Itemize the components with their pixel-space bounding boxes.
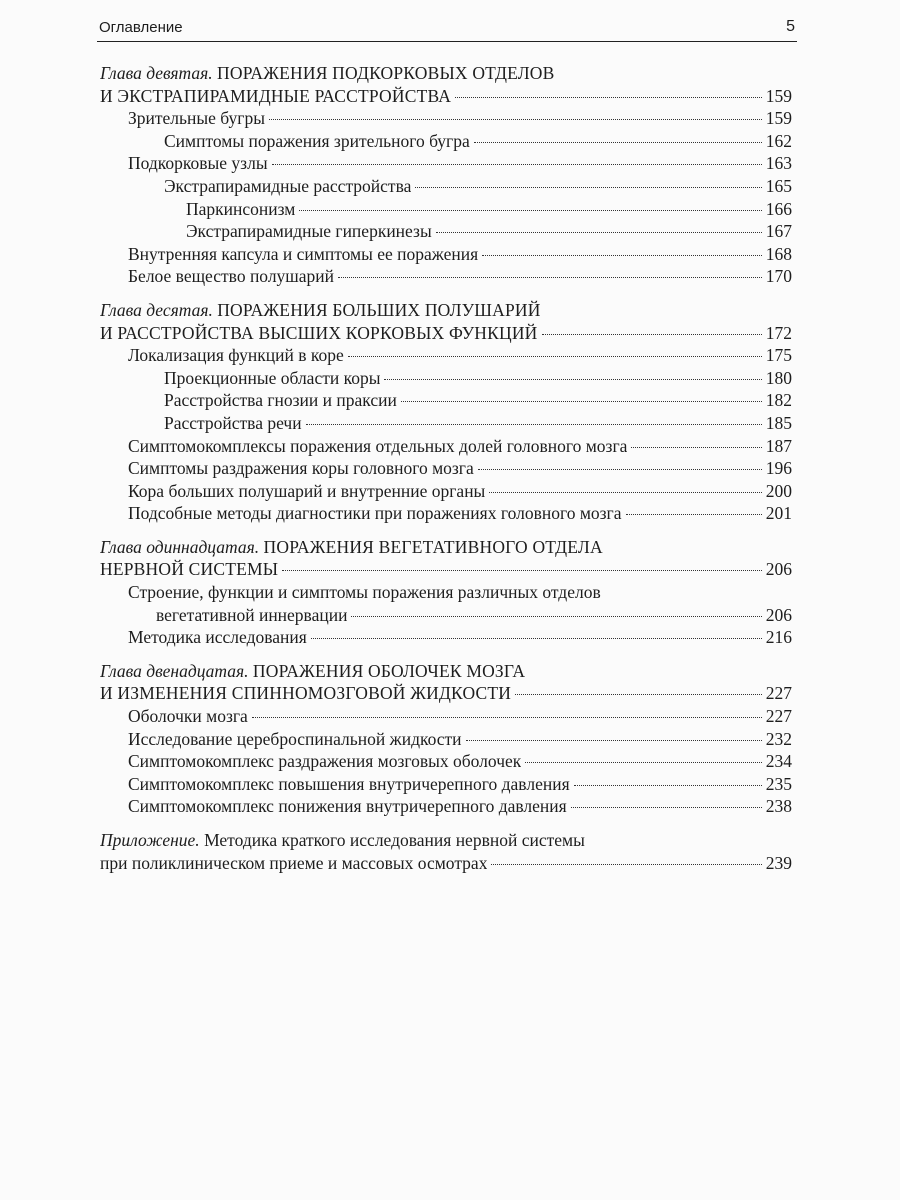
page-ref: 166 [765,198,792,219]
page-ref: 159 [765,85,792,106]
toc-entry[interactable] [100,457,792,480]
page-ref: 206 [765,559,792,580]
page-ref: 234 [765,751,792,772]
entry-text: Белое вещество полушарий [128,266,335,287]
page-ref: 232 [765,728,792,749]
leader-dots [311,638,762,639]
toc-entry[interactable] [100,389,792,412]
appendix-title-cont: при поликлиническом приеме и массовых осмотрах [100,852,488,873]
page-ref: 238 [765,796,792,817]
toc-entry[interactable] [100,175,792,198]
chapter-12 [100,660,792,818]
leader-dots [436,232,762,233]
appendix-heading-line[interactable] [100,829,792,852]
leader-dots [272,164,762,165]
leader-dots [306,424,762,425]
page-ref: 170 [765,266,792,287]
chapter-title-cont: И ЭКСТРАПИРАМИДНЫЕ РАССТРОЙСТВА [100,85,452,106]
page-ref: 187 [765,435,792,456]
toc-entry[interactable] [100,502,792,525]
toc-entry[interactable] [100,220,792,243]
leader-dots [338,277,762,278]
page-ref: 185 [765,412,792,433]
chapter-title-cont: НЕРВНОЙ СИСТЕМЫ [100,559,279,580]
page-ref: 172 [765,322,792,343]
page-ref: 168 [765,243,792,264]
leader-dots [269,119,762,120]
toc-entry-first-line[interactable] [100,581,792,604]
entry-text: Расстройства гнозии и праксии [164,390,397,411]
appendix-title: Методика краткого исследования нервной системы [204,830,585,850]
chapter-title: ПОРАЖЕНИЯ ПОДКОРКОВЫХ ОТДЕЛОВ [217,63,555,83]
page-ref: 167 [765,221,792,242]
toc-entry[interactable] [100,773,792,796]
entry-text: Строение, функции и симптомы поражения различных отделов [128,582,601,603]
toc-entry[interactable] [100,750,792,773]
page-ref: 239 [765,852,792,873]
page-ref: 227 [765,706,792,727]
leader-dots [282,570,762,571]
table-of-contents [100,62,792,885]
toc-entry[interactable] [100,558,792,581]
chapter-10 [100,299,792,525]
chapter-11 [100,536,792,649]
page-ref: 182 [765,390,792,411]
chapter-title: ПОРАЖЕНИЯ ОБОЛОЧЕК МОЗГА [252,660,526,681]
toc-entry[interactable] [100,412,792,435]
page-ref: 200 [765,480,792,501]
page-ref: 201 [765,503,792,524]
chapter-lead: Глава девятая. [100,63,213,83]
entry-text: Симптомокомплексы поражения отдельных долей головного мозга [128,435,628,456]
entry-text: Подсобные методы диагностики при поражениях головного мозга [128,503,622,524]
chapter-9 [100,62,792,288]
toc-entry[interactable] [100,344,792,367]
toc-entry[interactable] [100,198,792,221]
chapter-title: ПОРАЖЕНИЯ ВЕГЕТАТИВНОГО ОТДЕЛА [263,536,603,557]
entry-text: Симптомокомплекс повышения внутричерепного давления [128,773,570,794]
page-ref: 159 [765,108,792,129]
page-ref: 165 [765,175,792,196]
chapter-lead: Глава десятая. [100,299,213,320]
toc-entry[interactable] [100,152,792,175]
entry-text: Внутренняя капсула и симптомы ее поражения [128,243,479,264]
leader-dots [401,401,762,402]
entry-text: Проекционные области коры [164,367,381,388]
entry-text: Локализация функций в коре [128,345,344,366]
appendix-lead: Приложение. [100,830,200,850]
toc-entry[interactable] [100,626,792,649]
entry-text: Кора больших полушарий и внутренние органы [128,480,486,501]
entry-text: Паркинсонизм [186,198,296,219]
entry-text: Симптомы раздражения коры головного мозга [128,458,474,479]
page-ref: 227 [765,683,792,704]
toc-entry[interactable] [100,85,792,108]
entry-text: Методика исследования [128,627,307,648]
leader-dots [466,740,762,741]
leader-dots [525,762,761,763]
entry-text: Подкорковые узлы [128,153,268,174]
page-ref: 235 [765,773,792,794]
entry-text: Симптомокомплекс понижения внутричерепного давления [128,796,567,817]
toc-entry[interactable] [100,682,792,705]
toc-entry[interactable] [100,367,792,390]
header-title: Оглавление [99,19,183,36]
leader-dots [455,97,762,98]
chapter-heading-line[interactable] [100,536,792,559]
leader-dots [542,334,762,335]
leader-dots [384,379,761,380]
chapter-title: ПОРАЖЕНИЯ БОЛЬШИХ ПОЛУШАРИЙ [217,299,541,320]
appendix [100,829,792,874]
entry-text: Симптомы поражения зрительного бугра [164,130,470,151]
entry-text-cont: вегетативной иннервации [156,604,348,625]
leader-dots [515,694,762,695]
leader-dots [491,864,761,865]
header-page-number: 5 [786,18,795,35]
page-ref: 175 [765,345,792,366]
chapter-lead: Глава одиннадцатая. [100,536,260,557]
toc-entry[interactable] [100,107,792,130]
page-ref: 163 [765,153,792,174]
chapter-heading-line[interactable] [100,660,792,683]
leader-dots [626,514,762,515]
page-ref: 206 [765,604,792,625]
toc-entry[interactable] [100,480,792,503]
entry-text: Исследование цереброспинальной жидкости [128,728,462,749]
entry-text: Расстройства речи [164,412,302,433]
chapter-title-cont: И РАССТРОЙСТВА ВЫСШИХ КОРКОВЫХ ФУНКЦИЙ [100,322,538,343]
chapter-title-cont: И ИЗМЕНЕНИЯ СПИННОМОЗГОВОЙ ЖИДКОСТИ [100,683,512,704]
chapter-lead: Глава двенадцатая. [100,660,249,681]
page-ref: 196 [765,458,792,479]
running-header [97,15,797,42]
leader-dots [415,187,761,188]
toc-entry[interactable] [100,322,792,345]
leader-dots [252,717,762,718]
leader-dots [571,807,762,808]
entry-text: Экстрапирамидные расстройства [164,175,412,196]
toc-entry[interactable] [100,435,792,458]
toc-entry[interactable] [100,130,792,153]
leader-dots [574,785,762,786]
page-ref: 216 [765,627,792,648]
leader-dots [299,210,761,211]
entry-text: Оболочки мозга [128,706,248,727]
toc-entry[interactable] [100,265,792,288]
leader-dots [348,356,762,357]
toc-entry[interactable] [100,705,792,728]
toc-entry[interactable] [100,243,792,266]
page-ref: 180 [765,367,792,388]
leader-dots [478,469,762,470]
entry-text: Экстрапирамидные гиперкинезы [186,221,432,242]
leader-dots [489,492,761,493]
chapter-heading-line[interactable] [100,62,792,85]
leader-dots [351,616,761,617]
entry-text: Зрительные бугры [128,108,265,129]
toc-entry[interactable] [100,604,792,627]
toc-entry[interactable] [100,852,792,875]
leader-dots [631,447,761,448]
page-ref: 162 [765,130,792,151]
entry-text: Симптомокомплекс раздражения мозговых оболочек [128,751,522,772]
toc-entry[interactable] [100,795,792,818]
leader-dots [474,142,762,143]
leader-dots [482,255,762,256]
chapter-heading-line[interactable] [100,299,792,322]
toc-entry[interactable] [100,728,792,751]
